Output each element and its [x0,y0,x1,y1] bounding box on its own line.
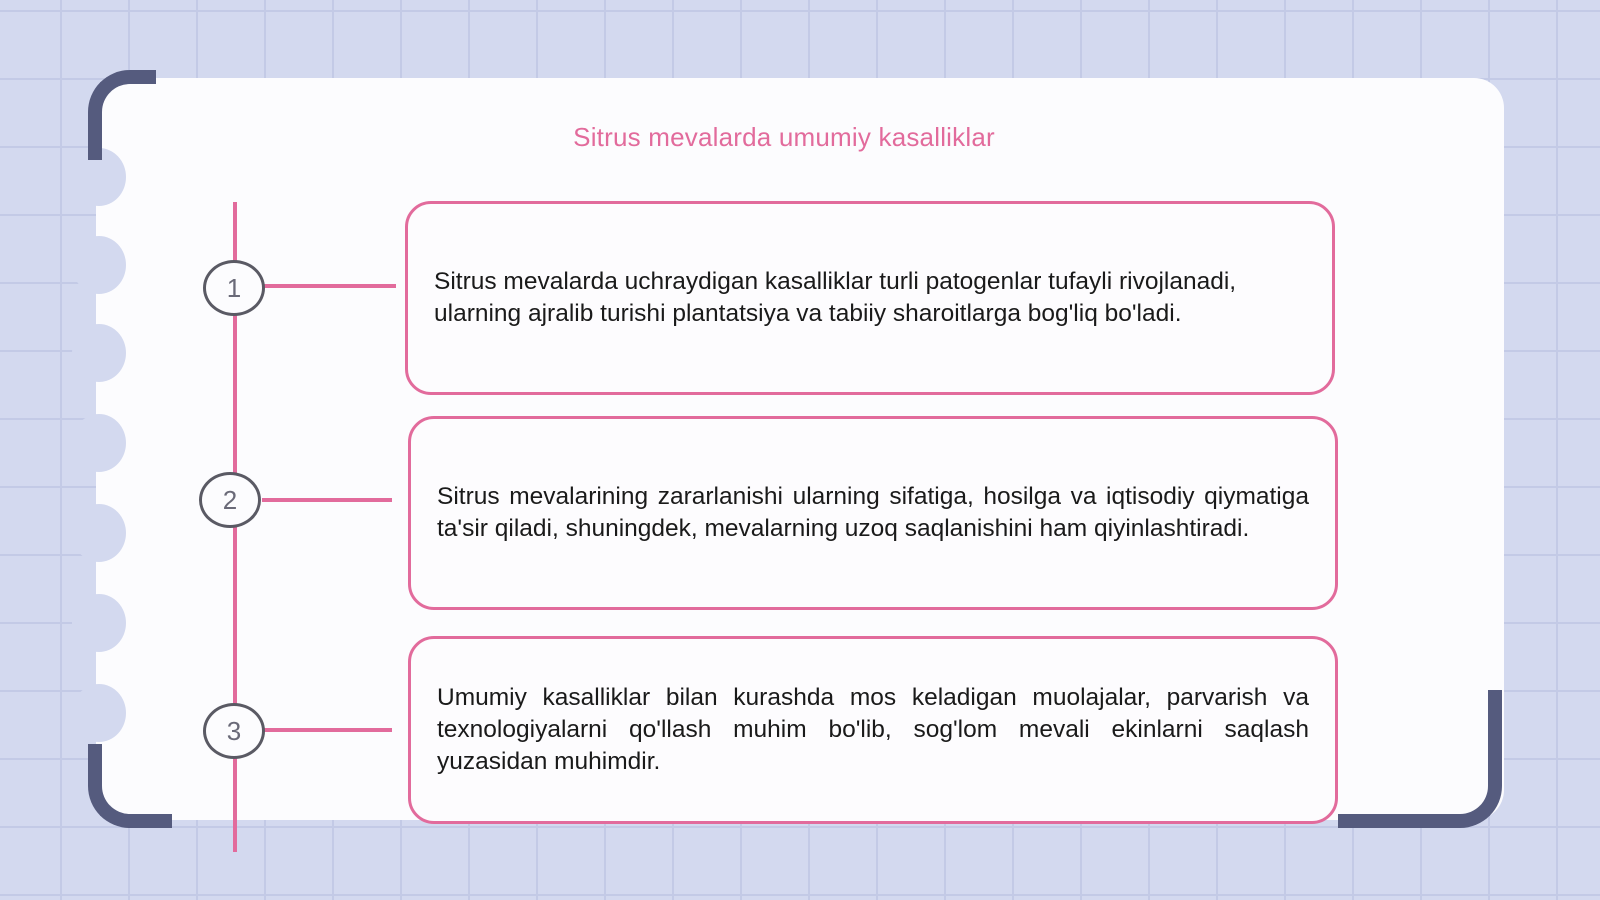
step-number-1: 1 [203,260,265,316]
slide-title [0,122,1600,153]
slide-title-text: Sitrus mevalarda umumiy kasalliklar [573,122,995,152]
step-number-2: 2 [199,472,261,528]
step-text-3: Umumiy kasalliklar bilan kurashda mos keladigan muolajalar, parvarish va texnologiyalarni qo'llash muhim bo'lib, sog'lom mevali ekinlarni saqlash yuzasidan muhimdir. [437,684,1309,775]
frame-corner-bottom-left [88,744,172,828]
step-card-3 [408,636,1338,824]
paper-notch [72,236,126,294]
frame-corner-bottom-right [1338,690,1502,828]
paper-notch [72,324,126,382]
paper-notch [72,684,126,742]
timeline-connector [264,284,396,288]
paper-notch [72,414,126,472]
timeline-connector [264,728,392,732]
paper-notch [72,594,126,652]
step-text-2: Sitrus mevalarining zararlanishi ularning sifatiga, hosilga va iqtisodiy qiymatiga ta'sir qiladi, shuningdek, mevalarning uzoq saqlanishini ham qiyinlashtiradi. [437,483,1309,542]
timeline-connector [262,498,392,502]
step-text-1: Sitrus mevalarda uchraydigan kasalliklar turli patogenlar tufayli rivojlanadi, ularning ajralib turishi plantatsiya va tabiiy sharoitlarga bog'liq bo'ladi. [434,268,1237,327]
step-card-1 [405,201,1335,395]
paper-notch [72,504,126,562]
step-number-3: 3 [203,703,265,759]
step-card-2 [408,416,1338,610]
